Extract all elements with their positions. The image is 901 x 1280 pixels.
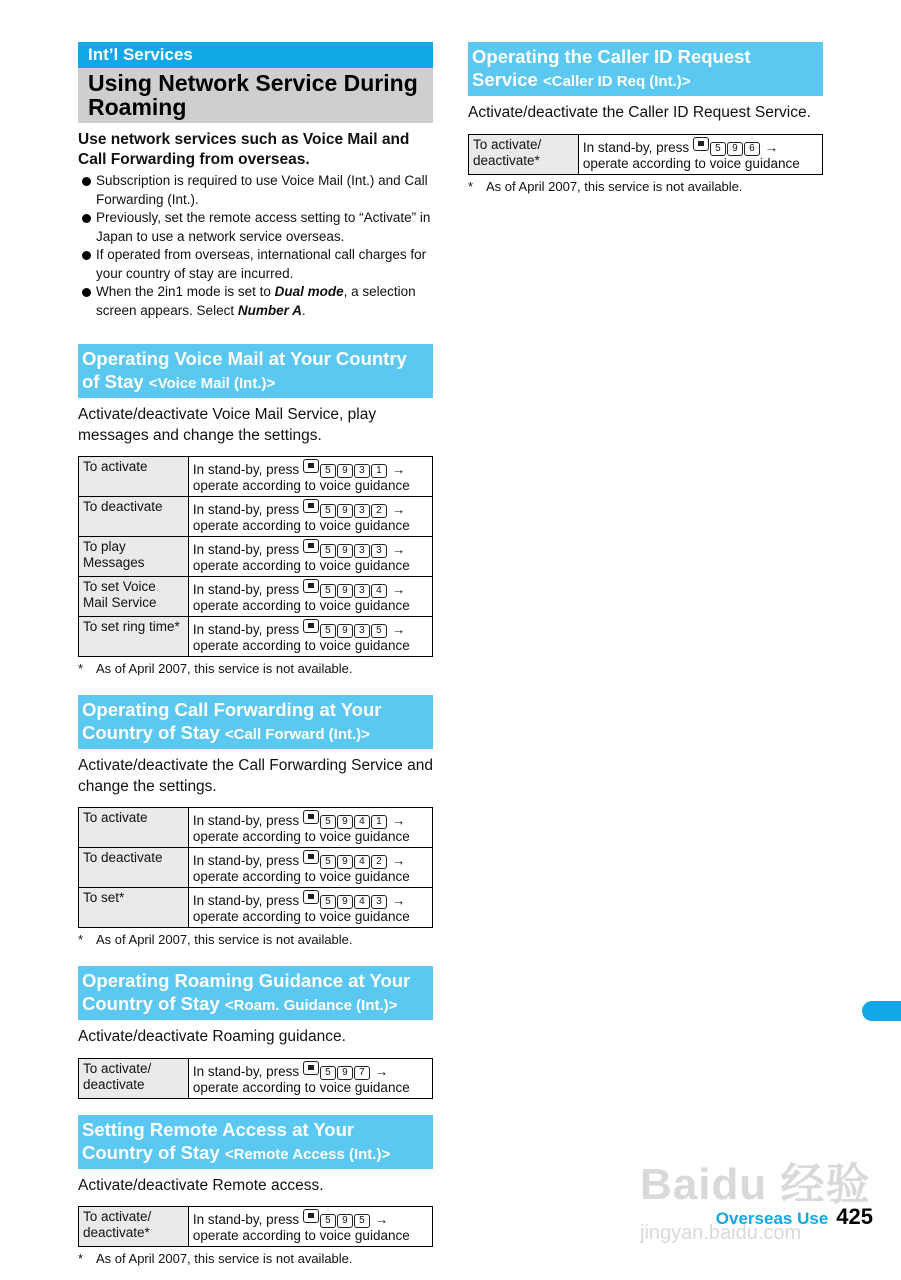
table-row — [79, 457, 433, 497]
operation-label: To activate/ deactivate* — [469, 134, 579, 174]
watermark-url: jingyan.baidu.com — [640, 1222, 802, 1244]
bullet-item: Subscription is required to use Voice Mail (Int.) and Call Forwarding (Int.). — [78, 172, 433, 209]
menu-key-icon — [303, 539, 319, 553]
number-key: 4 — [354, 815, 370, 829]
number-key: 7 — [354, 1066, 370, 1080]
chapter-tab — [862, 1001, 901, 1021]
arrow-icon: → — [374, 1063, 389, 1079]
number-key: 1 — [371, 464, 387, 478]
operation-action: In stand-by, press 5 9 3 3 → operate according to voice guidance — [188, 537, 432, 577]
operation-action: In stand-by, press 5 9 7 → operate according to voice guidance — [188, 1058, 432, 1098]
number-key: 3 — [354, 464, 370, 478]
watermark-logo: Baidu 经验 — [640, 1160, 871, 1209]
number-key: 5 — [320, 855, 336, 869]
number-key: 5 — [320, 504, 336, 518]
menu-key-icon — [303, 850, 319, 864]
operation-action: In stand-by, press 5 9 3 2 → operate according to voice guidance — [188, 497, 432, 537]
page-footer — [716, 1204, 873, 1230]
number-key: 9 — [337, 895, 353, 909]
page-number: 425 — [836, 1204, 873, 1229]
table-row — [79, 848, 433, 888]
menu-key-icon — [303, 619, 319, 633]
arrow-icon: → — [391, 542, 406, 557]
table-row — [79, 497, 433, 537]
menu-key-icon — [303, 890, 319, 904]
section-heading: Setting Remote Access at Your Country of Stay <Remote Access (Int.)> — [78, 1115, 433, 1169]
operation-label: To activate — [79, 808, 189, 848]
number-key: 5 — [320, 584, 336, 598]
number-key: 5 — [320, 895, 336, 909]
arrow-icon: → — [391, 622, 406, 637]
number-key: 6 — [744, 142, 760, 156]
section-description: Activate/deactivate the Call Forwarding Service and change the settings. — [78, 757, 433, 795]
intro-lead: Use network services such as Voice Mail and Call Forwarding from overseas. — [78, 131, 410, 168]
operations-table — [78, 807, 433, 928]
page-title: Using Network Service During Roaming — [78, 68, 433, 123]
bullet-icon — [82, 288, 91, 297]
operation-label: To activate/ deactivate* — [79, 1207, 189, 1247]
menu-key-icon — [303, 1209, 319, 1223]
operations-table — [468, 134, 823, 175]
number-key: 3 — [354, 584, 370, 598]
number-key: 2 — [371, 855, 387, 869]
number-key: 5 — [320, 544, 336, 558]
arrow-icon: → — [391, 853, 406, 868]
section-heading: Operating Call Forwarding at Your Country of Stay <Call Forward (Int.)> — [78, 695, 433, 749]
number-key: 5 — [371, 624, 387, 638]
number-key: 5 — [710, 142, 726, 156]
section-tag: <Caller ID Req (Int.)> — [542, 73, 691, 90]
number-key: 3 — [354, 544, 370, 558]
section-tag: <Roam. Guidance (Int.)> — [224, 997, 398, 1014]
footnote: * As of April 2007, this service is not available. — [468, 178, 743, 194]
number-key: 9 — [337, 504, 353, 518]
arrow-icon: → — [391, 582, 406, 597]
operations-table — [78, 1058, 433, 1099]
number-key: 5 — [320, 1066, 336, 1080]
right-column — [468, 42, 823, 195]
table-row — [79, 617, 433, 657]
operation-label: To activate/ deactivate — [79, 1058, 189, 1098]
menu-key-icon — [303, 579, 319, 593]
operation-label: To activate — [79, 457, 189, 497]
section-description: Activate/deactivate Voice Mail Service, play messages and change the settings. — [78, 406, 377, 444]
bullet-icon — [82, 214, 91, 223]
number-key: 9 — [337, 815, 353, 829]
menu-key-icon — [303, 499, 319, 513]
intro-bullets — [78, 172, 433, 320]
number-key: 5 — [320, 464, 336, 478]
section-tag: <Voice Mail (Int.)> — [148, 375, 276, 392]
number-key: 9 — [337, 584, 353, 598]
table-row — [469, 134, 823, 174]
section-heading: Operating Voice Mail at Your Country of Stay <Voice Mail (Int.)> — [78, 344, 433, 398]
number-key: 4 — [354, 855, 370, 869]
operation-label: To play Messages — [79, 537, 189, 577]
section-remote-access — [78, 1115, 433, 1268]
bullet-item: When the 2in1 mode is set to Dual mode, a selection screen appears. Select Number A. — [78, 283, 433, 320]
operation-label: To deactivate — [79, 497, 189, 537]
number-key: 3 — [371, 895, 387, 909]
operation-action: In stand-by, press 5 9 3 1 → operate according to voice guidance — [188, 457, 432, 497]
number-key: 9 — [337, 464, 353, 478]
footnote: * As of April 2007, this service is not available. — [78, 932, 353, 947]
table-row — [79, 1058, 433, 1098]
arrow-icon: → — [391, 813, 406, 828]
number-key: 9 — [337, 855, 353, 869]
number-key: 5 — [320, 624, 336, 638]
section-tag: <Remote Access (Int.)> — [224, 1145, 391, 1163]
operation-action: In stand-by, press 5 9 4 3 → operate according to voice guidance — [188, 888, 432, 928]
arrow-icon: → — [764, 139, 779, 155]
bullet-item: If operated from overseas, international call charges for your country of stay are incurred. — [78, 246, 433, 283]
section-description: Activate/deactivate Roaming guidance. — [78, 1028, 346, 1045]
menu-key-icon — [303, 1061, 319, 1075]
table-row — [79, 537, 433, 577]
operations-table — [78, 1206, 433, 1247]
operation-action: In stand-by, press 5 9 5 → operate according to voice guidance — [188, 1207, 432, 1247]
operation-action: In stand-by, press 5 9 3 4 → operate according to voice guidance — [188, 577, 432, 617]
menu-key-icon — [693, 137, 709, 151]
category-bar: Int’l Services — [78, 42, 433, 68]
bullet-icon — [82, 177, 91, 186]
section-heading: Operating the Caller ID Request Service <Caller ID Req (Int.)> — [468, 42, 823, 96]
arrow-icon: → — [391, 462, 406, 477]
table-row — [79, 577, 433, 617]
operation-label: To set* — [79, 888, 189, 928]
menu-key-icon — [303, 810, 319, 824]
section-tag: <Call Forward (Int.)> — [224, 726, 370, 743]
footer-section: Overseas Use — [715, 1209, 829, 1228]
operation-label: To set ring time* — [79, 617, 189, 657]
number-key: 3 — [371, 544, 387, 558]
operation-label: To deactivate — [79, 848, 189, 888]
number-key: 5 — [320, 1214, 336, 1228]
operation-action: In stand-by, press 5 9 6 → operate according to voice guidance — [578, 134, 822, 174]
table-row — [79, 1207, 433, 1247]
bullet-item: Previously, set the remote access setting to “Activate” in Japan to use a network service overseas. — [78, 209, 433, 246]
left-column — [78, 42, 433, 1267]
number-key: 9 — [337, 544, 353, 558]
number-key: 9 — [337, 1214, 353, 1228]
bullet-icon — [82, 251, 91, 260]
operation-label: To set Voice Mail Service — [79, 577, 189, 617]
number-key: 5 — [354, 1214, 370, 1228]
number-key: 9 — [337, 624, 353, 638]
number-key: 3 — [354, 504, 370, 518]
menu-key-icon — [303, 459, 319, 473]
operation-action: In stand-by, press 5 9 4 1 → operate according to voice guidance — [188, 808, 432, 848]
section-heading: Operating Roaming Guidance at Your Country of Stay <Roam. Guidance (Int.)> — [78, 966, 433, 1020]
arrow-icon: → — [374, 1212, 389, 1227]
number-key: 3 — [354, 624, 370, 638]
arrow-icon: → — [391, 893, 406, 908]
operations-table — [78, 456, 433, 657]
section-voice-mail — [78, 344, 433, 677]
section-description: Activate/deactivate Remote access. — [78, 1176, 324, 1194]
arrow-icon: → — [391, 502, 406, 517]
section-roam-guidance — [78, 966, 433, 1099]
footnote: * As of April 2007, this service is not available. — [78, 1251, 353, 1266]
number-key: 5 — [320, 815, 336, 829]
number-key: 9 — [727, 142, 743, 156]
operation-action: In stand-by, press 5 9 3 5 → operate according to voice guidance — [188, 617, 432, 657]
operation-action: In stand-by, press 5 9 4 2 → operate according to voice guidance — [188, 848, 432, 888]
number-key: 4 — [354, 895, 370, 909]
section-caller-id — [468, 42, 823, 195]
table-row — [79, 808, 433, 848]
number-key: 2 — [371, 504, 387, 518]
number-key: 1 — [371, 815, 387, 829]
number-key: 9 — [337, 1066, 353, 1080]
footnote: * As of April 2007, this service is not available. — [78, 661, 353, 676]
section-description: Activate/deactivate the Caller ID Request Service. — [468, 104, 811, 121]
table-row — [79, 888, 433, 928]
number-key: 4 — [371, 584, 387, 598]
section-call-forward — [78, 695, 433, 948]
